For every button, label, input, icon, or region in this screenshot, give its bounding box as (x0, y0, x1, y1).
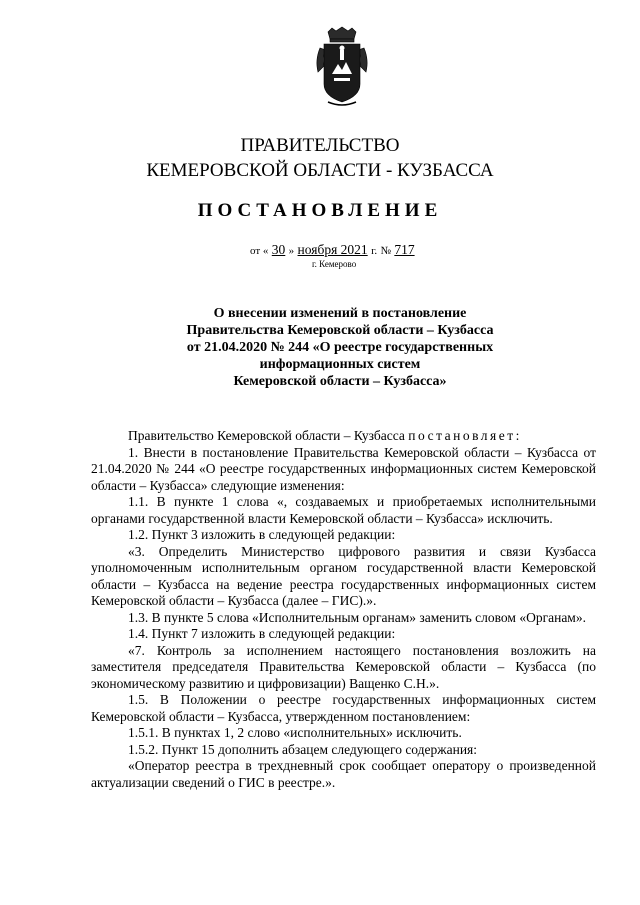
paragraph-1-5-1: 1.5.1. В пунктах 1, 2 слово «исполнительных» исключить. (128, 725, 462, 740)
number-label: № (380, 245, 391, 257)
title-line: от 21.04.2020 № 244 «О реестре государственных (186, 340, 494, 355)
paragraph-1-5-2-quote: «Оператор реестра в трехдневный срок сообщает оператору о произведенной актуализации сведений о ГИС в реестре.». (91, 758, 596, 790)
preamble-resolves: постановляет: (408, 428, 522, 443)
paragraph-1-2: 1.2. Пункт 3 изложить в следующей редакции: (128, 527, 396, 542)
paragraph-1-5: 1.5. В Положении о реестре государственных информационных систем Кемеровской области – Кузбасса, утвержденном постановлением: (91, 692, 596, 724)
coat-of-arms-icon (314, 26, 370, 108)
paragraph-1-1: 1.1. В пункте 1 слова «, создаваемых и приобретаемых исполнительными органами государственной власти Кемеровской области – Кузбасса» исключить. (91, 494, 596, 526)
city-name: г. Кемерово (312, 259, 357, 269)
preamble (91, 428, 596, 445)
paragraph-1-3: 1.3. В пункте 5 слова «Исполнительным органам» заменить словом «Органам». (128, 609, 586, 625)
government-name-line1: ПРАВИТЕЛЬСТВО (240, 135, 400, 156)
date-month-year: ноября 2021 (297, 242, 368, 257)
date-line (250, 242, 490, 259)
government-name-line2: КЕМЕРОВСКОЙ ОБЛАСТИ - КУЗБАССА (146, 160, 494, 181)
date-day: 30 (271, 242, 286, 257)
paragraph-1-4-quote: «7. Контроль за исполнением настоящего постановления возложить на заместителя председателя Правительства Кемеровской области – Кузбасса (по экономическому развитию и цифровизации) Ващенко С.Н.». (91, 642, 596, 691)
date-year-suffix: г. (371, 245, 378, 257)
title-line: информационных систем (259, 357, 421, 372)
document-title (130, 305, 550, 390)
paragraph-1-5-2: 1.5.2. Пункт 15 дополнить абзацем следующего содержания: (128, 741, 478, 757)
date-day-close: » (288, 245, 295, 257)
paragraph-1-4: 1.4. Пункт 7 изложить в следующей редакции: (128, 626, 396, 641)
document-body (91, 428, 596, 791)
title-line: Правительства Кемеровской области – Кузбасса (186, 323, 494, 338)
date-from-label: от « (250, 245, 269, 257)
paragraph-1: 1. Внести в постановление Правительства Кемеровской области – Кузбасса от 21.04.2020 № 244 «О реестре государственных информационных систем Кемеровской области – Кузбасса» следующие изменения: (91, 444, 596, 493)
preamble-text: Правительство Кемеровской области – Кузбасса (128, 428, 409, 443)
document-number: 717 (394, 242, 415, 257)
title-line: Кемеровской области – Кузбасса» (233, 374, 447, 389)
document-type: ПОСТАНОВЛЕНИЕ (197, 200, 443, 221)
title-line: О внесении изменений в постановление (213, 306, 467, 321)
paragraph-1-2-quote: «3. Определить Министерство цифрового развития и связи Кузбасса уполномоченным исполнительным органом государственной власти Кемеровской области – Кузбасса на ведение реестра государственных информационных систем Кемеровской области – Кузбасса (далее – ГИС).». (91, 543, 596, 608)
